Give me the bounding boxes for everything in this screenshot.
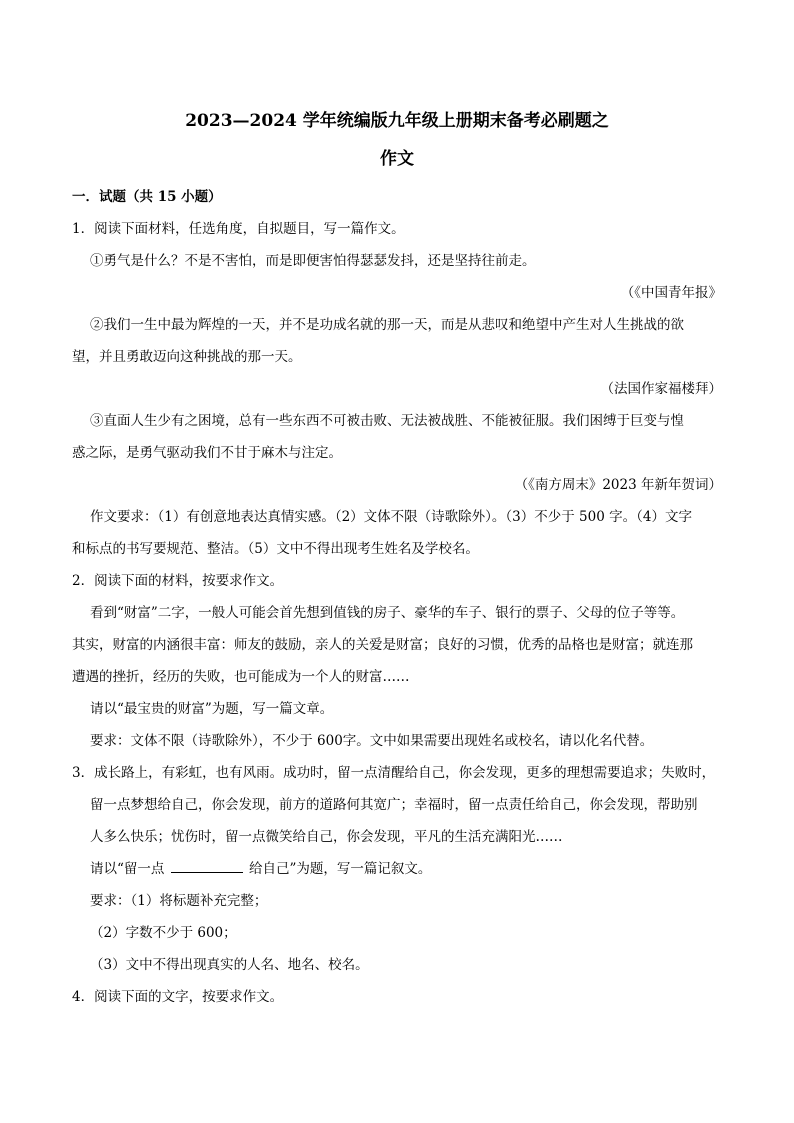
q3-paragraph-2: 留一点梦想给自己，你会发现，前方的道路何其宽广；幸福时，留一点责任给自己，你会发现，帮助别 [90, 797, 698, 813]
question-3-stem: 3．成长路上，有彩虹，也有风雨。成功时，留一点清醒给自己，你会发现，更多的理想需要追求；失败时， [72, 765, 716, 781]
q1-material-1: ①勇气是什么？不是不害怕，而是即便害怕得瑟瑟发抖，还是坚持往前走。 [90, 253, 536, 269]
q2-paragraph-2: 其实，财富的内涵很丰富：师友的鼓励，亲人的关爱是财富；良好的习惯，优秀的品格也是财富；就连那 [72, 637, 693, 653]
q1-material-3a: ③直面人生少有之困境，总有一些东西不可被击败、无法被战胜、不能被征服。我们困缚于巨变与惶 [90, 413, 684, 429]
question-4-stem: 4．阅读下面的文字，按要求作文。 [72, 989, 284, 1005]
page-subtitle: 作文 [380, 149, 414, 169]
q3-paragraph-3: 人多么快乐；忧伤时，留一点微笑给自己，你会发现，平凡的生活充满阳光…… [90, 829, 563, 845]
q3-title-blank [171, 860, 243, 873]
q1-requirements-b: 和标点的书写要规范、整洁。（5）文中不得出现考生姓名及学校名。 [72, 541, 479, 557]
q1-source-3: （《南方周末》2023 年新年贺词） [514, 477, 722, 493]
q3-topic-prefix: 请以“留一点 [90, 861, 165, 877]
q1-material-3b: 惑之际，是勇气驱动我们不甘于麻木与注定。 [72, 445, 342, 461]
q2-topic: 请以“最宝贵的财富”为题，写一篇文章。 [90, 701, 334, 717]
q3-topic-suffix: 给自己”为题，写一篇记叙文。 [249, 861, 432, 877]
q2-requirements: 要求：文体不限（诗歌除外），不少于 600字。文中如果需要出现姓名或校名，请以化名代替。 [90, 733, 654, 749]
q1-requirements-a: 作文要求：（1）有创意地表达真情实感。（2）文体不限（诗歌除外）。（3）不少于 500 字。（4）文字 [90, 509, 692, 525]
q2-paragraph-1: 看到“财富”二字，一般人可能会首先想到值钱的房子、豪华的车子、银行的票子、父母的位子等等。 [90, 605, 685, 621]
question-2-stem: 2．阅读下面的材料，按要求作文。 [72, 573, 284, 589]
q3-topic [90, 860, 740, 878]
section-heading: 一．试题（共 15 小题） [72, 189, 222, 205]
q3-requirement-2: （2）字数不少于 600； [90, 925, 237, 941]
q1-material-2b: 望，并且勇敢迈向这种挑战的那一天。 [72, 349, 302, 365]
question-1-stem: 1．阅读下面材料，任选角度，自拟题目，写一篇作文。 [72, 221, 405, 237]
q2-paragraph-3: 遭遇的挫折，经历的失败，也可能成为一个人的财富…… [72, 669, 410, 685]
q1-source-2: （法国作家福楼拜） [600, 381, 722, 397]
q3-requirement-3: （3）文中不得出现真实的人名、地名、校名。 [90, 957, 369, 973]
q1-material-2a: ②我们一生中最为辉煌的一天，并不是功成名就的那一天，而是从悲叹和绝望中产生对人生挑战的欲 [90, 317, 684, 333]
q1-source-1: （《中国青年报》 [620, 285, 722, 301]
q3-requirements: 要求：（1）将标题补充完整； [90, 893, 268, 909]
page-title: 2023—2024 学年统编版九年级上册期末备考必刷题之 [185, 111, 609, 131]
